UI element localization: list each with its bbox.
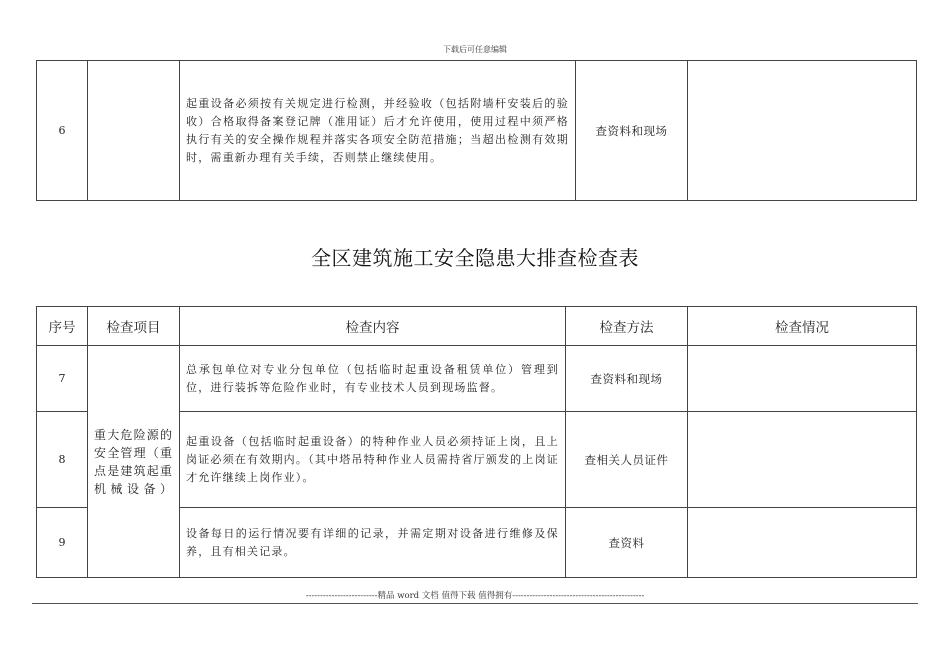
table-row — [37, 346, 917, 412]
continued-table — [36, 60, 917, 201]
table-row — [37, 61, 917, 201]
status-cell — [688, 508, 917, 578]
header-status: 检查情况 — [688, 307, 917, 346]
item-cell — [88, 61, 180, 201]
content-cell: 起重设备必须按有关规定进行检测，并经验收（包括附墙杆安装后的验收）合格取得备案登记牌（准用证）后才允许使用，使用过程中须严格执行有关的安全操作规程并落实各项安全防范措施；当超出检测有效期时，需重新办理有关手续，否则禁止继续使用。 — [180, 61, 576, 201]
status-cell — [688, 61, 917, 201]
table-header-row — [37, 307, 917, 346]
group-item-cell: 重大危险源的安全管理（重点是建筑起重机械设备） — [88, 346, 180, 578]
page-footer: -------------------------精品 word 文档 值得下载 值得拥有---------------------------------------------- — [305, 591, 645, 601]
content-cell: 起重设备（包括临时起重设备）的特种作业人员必须持证上岗，且上岗证必须在有效期内。（其中塔吊特种作业人员需持省厅颁发的上岗证才允许继续上岗作业）。 — [180, 412, 566, 508]
content-cell: 设备每日的运行情况要有详细的记录，并需定期对设备进行维修及保养，且有相关记录。 — [180, 508, 566, 578]
method-cell: 查资料和现场 — [566, 346, 688, 412]
page-header: 下载后可任意编辑 — [443, 45, 507, 54]
header-seq: 序号 — [37, 307, 88, 346]
page-title: 全区建筑施工安全隐患大排查检查表 — [311, 246, 639, 270]
row-number: 9 — [37, 508, 88, 578]
row-number: 7 — [37, 346, 88, 412]
footer-divider — [32, 603, 918, 604]
status-cell — [688, 412, 917, 508]
method-cell: 查资料 — [566, 508, 688, 578]
row-number: 6 — [37, 61, 88, 201]
header-content: 检查内容 — [180, 307, 566, 346]
method-cell: 查相关人员证件 — [566, 412, 688, 508]
content-cell: 总承包单位对专业分包单位（包括临时起重设备租赁单位）管理到位，进行装拆等危险作业时，有专业技术人员到现场监督。 — [180, 346, 566, 412]
inspection-table — [36, 306, 917, 578]
method-cell: 查资料和现场 — [576, 61, 688, 201]
header-item: 检查项目 — [88, 307, 180, 346]
status-cell — [688, 346, 917, 412]
header-method: 检查方法 — [566, 307, 688, 346]
row-number: 8 — [37, 412, 88, 508]
